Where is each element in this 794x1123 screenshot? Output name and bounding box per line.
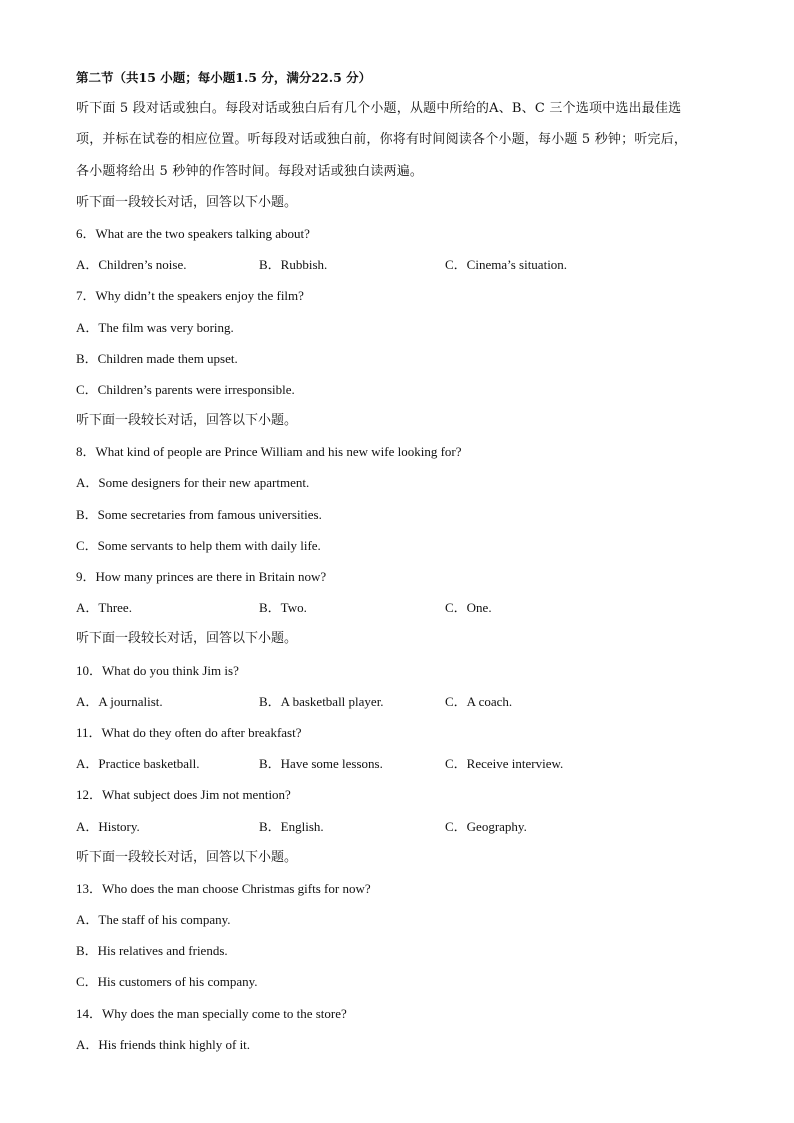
option-6-c: C．Cinema’s situation. (445, 257, 568, 273)
instructions-line-2: 项，并标在试卷的相应位置。听每段对话或独白前，你将有时间阅读各个小题，每小题 5 秒钟；听完后， (76, 132, 688, 148)
question-13: 13．Who does the man choose Christmas gifts for now? (76, 880, 371, 896)
instructions-line-3: 各小题将给出 5 秒钟的作答时间。每段对话或独白读两遍。 (76, 163, 424, 179)
options-row-10 (76, 686, 736, 717)
option-8-a: A．Some designers for their new apartment. (76, 475, 310, 491)
question-14: 14．Why does the man specially come to the store? (76, 1005, 347, 1021)
question-7: 7．Why didn’t the speakers enjoy the film? (76, 288, 304, 304)
section-title: 第二节（共15 小题；每小题1.5 分，满分22.5 分） (76, 70, 372, 85)
option-9-c: C．One. (445, 600, 492, 616)
option-10-c: C．A coach. (445, 693, 513, 709)
options-row-9 (76, 592, 736, 623)
option-12-a: A．History. (76, 818, 140, 834)
question-9: 9．How many princes are there in Britain now? (76, 569, 327, 584)
option-13-c: C．His customers of his company. (76, 974, 258, 990)
question-12: 12．What subject does Jim not mention? (76, 787, 291, 803)
option-6-b: B．Rubbish. (259, 257, 328, 273)
option-9-b: B．Two. (259, 600, 307, 616)
options-row-6 (76, 249, 736, 280)
option-8-b: B．Some secretaries from famous universities. (76, 506, 322, 522)
instructions-line-1: 听下面 5 段对话或独白。每段对话或独白后有几个小题，从题中所给的A、B、C 三个选项中选出最佳选 (76, 101, 682, 117)
option-14-a: A．His friends think highly of it. (76, 1036, 251, 1052)
option-10-b: B．A basketball player. (259, 693, 384, 709)
option-9-a: A．Three. (76, 600, 132, 616)
option-13-a: A．The staff of his company. (76, 912, 231, 928)
question-6: 6．What are the two speakers talking about? (76, 225, 310, 241)
option-8-c: C．Some servants to help them with daily life. (76, 537, 321, 553)
option-11-b: B．Have some lessons. (259, 756, 383, 772)
option-12-c: C．Geography. (445, 818, 527, 834)
passage-intro: 听下面一段较长对话，回答以下小题。 (76, 849, 298, 865)
passage-intro: 听下面一段较长对话，回答以下小题。 (76, 631, 298, 647)
question-8: 8．What kind of people are Prince William and his new wife looking for? (76, 444, 462, 460)
question-11: 11．What do they often do after breakfast? (76, 724, 302, 740)
option-7-b: B．Children made them upset. (76, 350, 238, 366)
option-10-a: A．A journalist. (76, 693, 163, 709)
option-11-c: C．Receive interview. (445, 756, 564, 772)
passage-intro: 听下面一段较长对话，回答以下小题。 (76, 194, 298, 210)
option-12-b: B．English. (259, 818, 324, 834)
passage-intro: 听下面一段较长对话，回答以下小题。 (76, 413, 298, 429)
option-7-c: C．Children’s parents were irresponsible. (76, 381, 295, 397)
option-11-a: A．Practice basketball. (76, 756, 200, 772)
option-13-b: B．His relatives and friends. (76, 943, 228, 959)
options-row-11 (76, 748, 736, 779)
exam-page (76, 62, 736, 1060)
question-10: 10．What do you think Jim is? (76, 662, 239, 678)
option-6-a: A．Children’s noise. (76, 257, 187, 273)
options-row-12 (76, 811, 736, 842)
option-7-a: A．The film was very boring. (76, 319, 234, 335)
